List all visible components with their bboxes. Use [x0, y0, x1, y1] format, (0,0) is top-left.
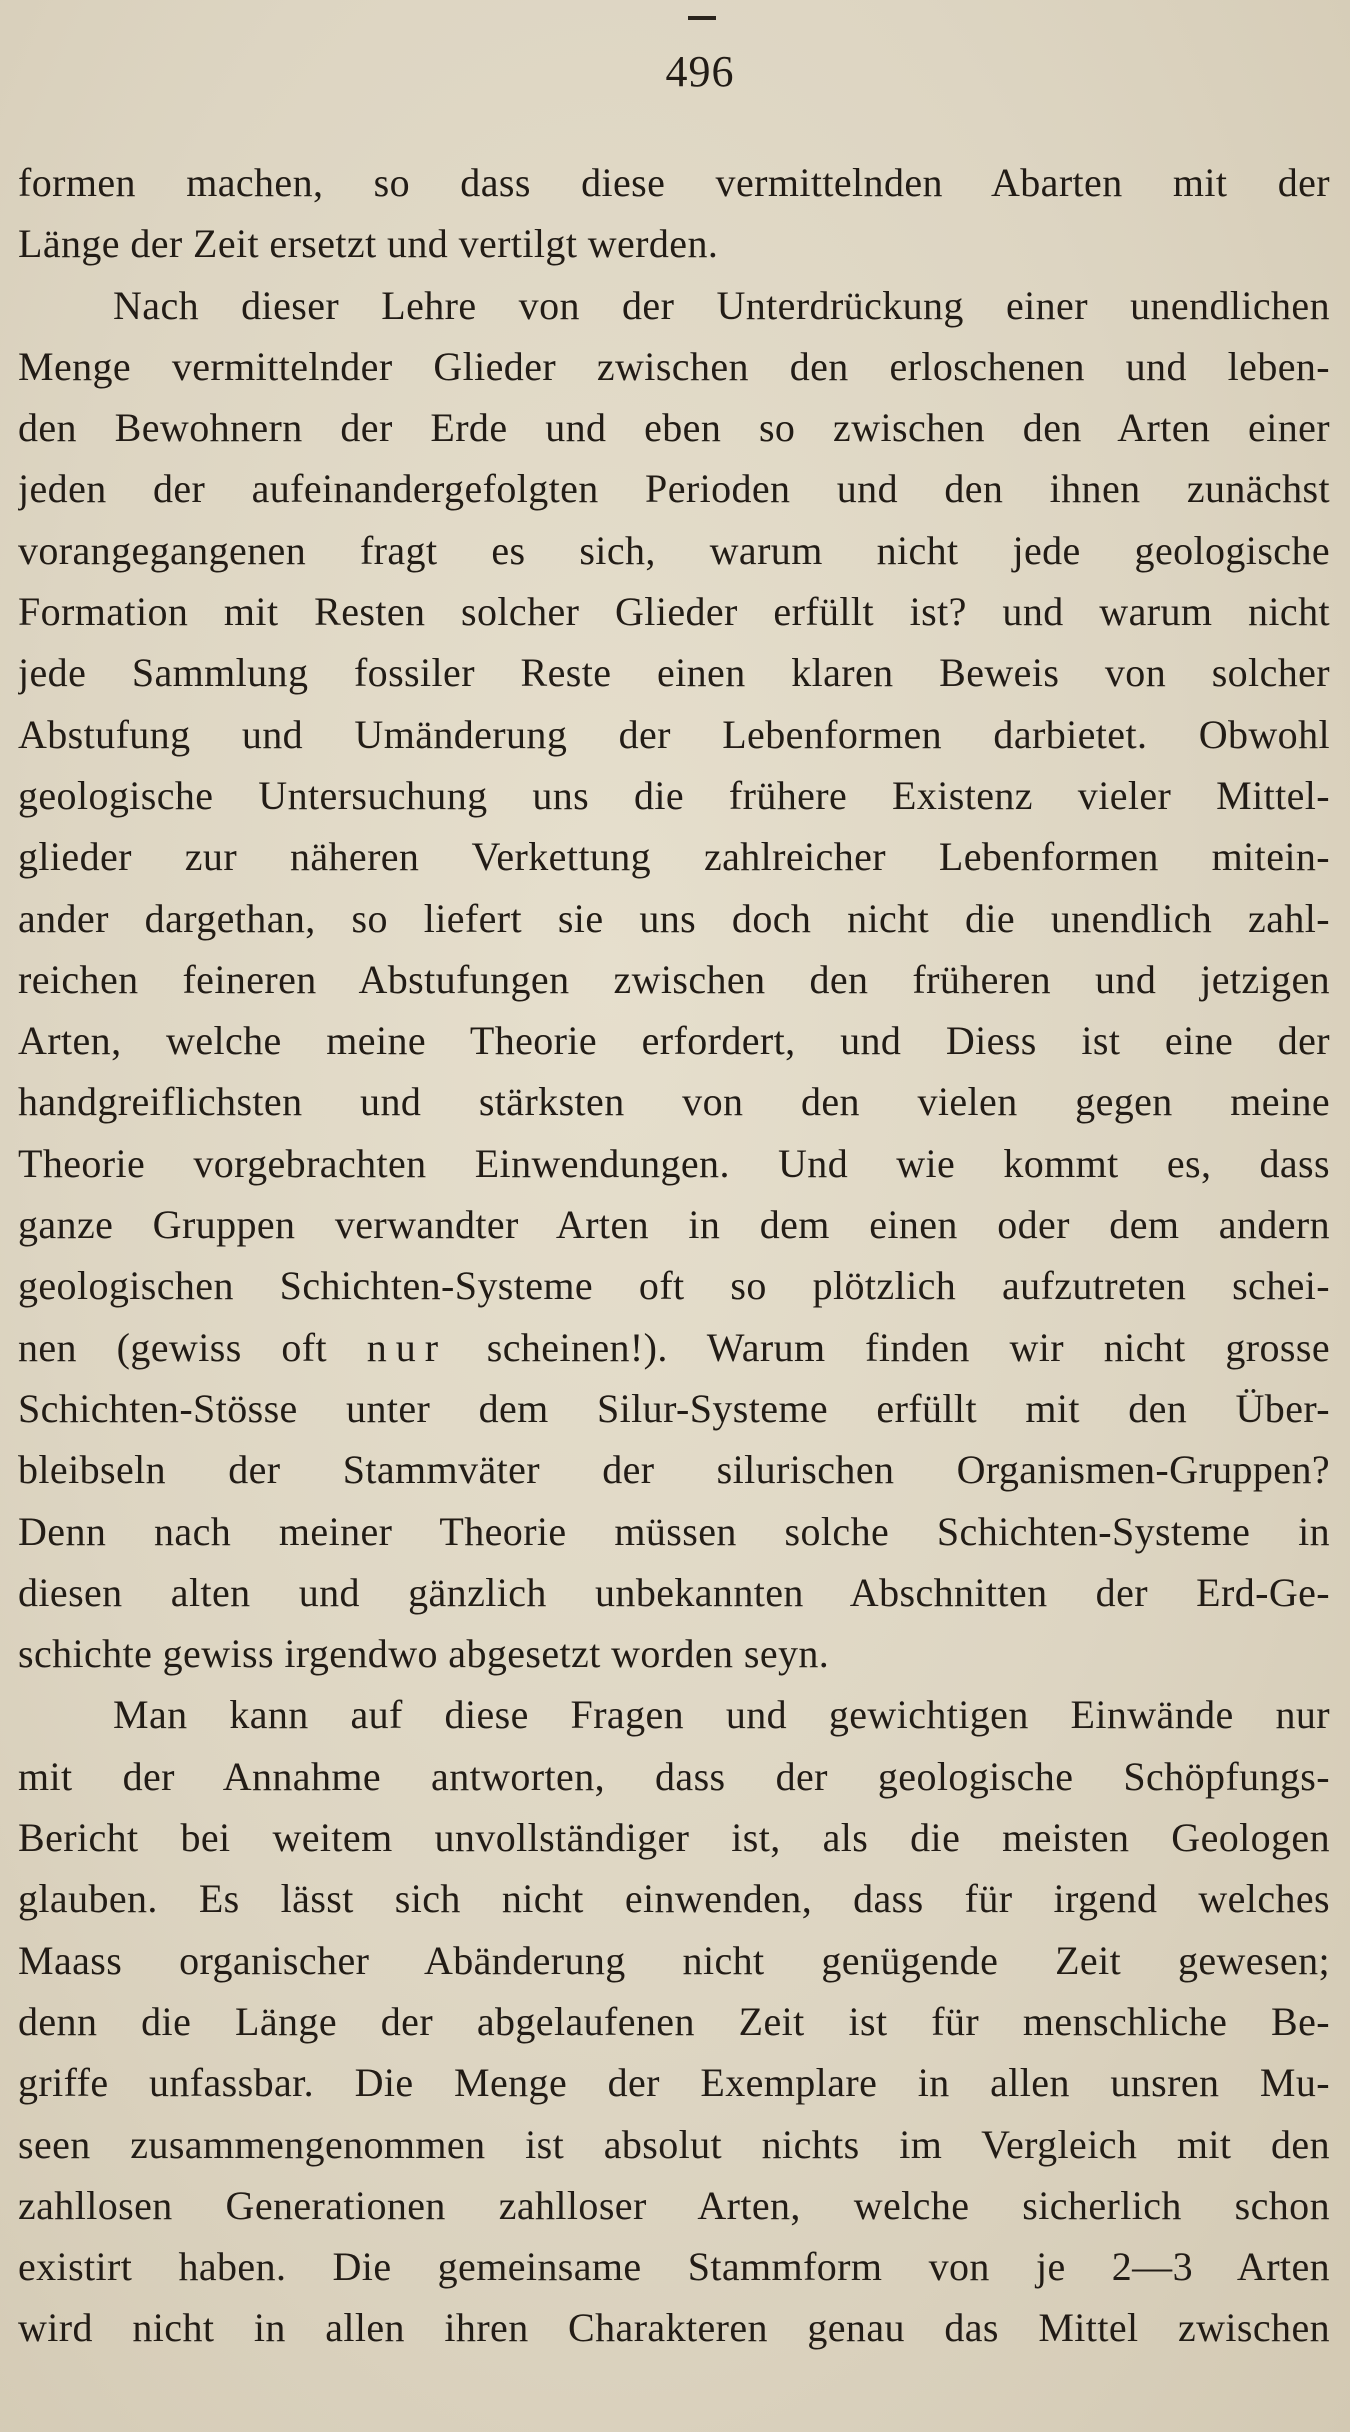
text-line: den Bewohnern der Erde und eben so zwischen den Arten einer [18, 405, 1330, 451]
text-line: Denn nach meiner Theorie müssen solche Schichten-Systeme in [18, 1508, 1330, 1554]
text-line: wird nicht in allen ihren Charakteren genau das Mittel zwischen [18, 2305, 1330, 2351]
text-line: jede Sammlung fossiler Reste einen klaren Beweis von solcher [18, 650, 1330, 696]
text-line: geologische Untersuchung uns die frühere Existenz vieler Mittel- [18, 772, 1330, 818]
text-line: handgreiflichsten und stärksten von den vielen gegen meine [18, 1079, 1330, 1125]
text-line: Nach dieser Lehre von der Unterdrückung einer unendlichen [113, 282, 1330, 328]
text-line: seen zusammengenommen ist absolut nichts im Vergleich mit den [18, 2121, 1330, 2167]
body-text [18, 152, 1330, 2359]
text-line: Länge der Zeit ersetzt und vertilgt werden. [18, 221, 719, 267]
emphasized-word: nur [366, 1324, 448, 1370]
text-line: denn die Länge der abgelaufenen Zeit ist für menschliche Be- [18, 1998, 1330, 2044]
text-line: bleibseln der Stammväter der silurischen Organismen-Gruppen? [18, 1447, 1330, 1493]
text-line: schichte gewiss irgendwo abgesetzt worden seyn. [18, 1631, 830, 1677]
text-line: Theorie vorgebrachten Einwendungen. Und wie kommt es, dass [18, 1140, 1330, 1186]
text-line: Maass organischer Abänderung nicht genügende Zeit gewesen; [18, 1937, 1330, 1983]
header-rule [688, 16, 716, 20]
text-line: geologischen Schichten-Systeme oft so plötzlich aufzutreten schei- [18, 1263, 1330, 1309]
text-line: glieder zur näheren Verkettung zahlreicher Lebenformen mitein- [18, 834, 1330, 880]
text-line: reichen feineren Abstufungen zwischen den früheren und jetzigen [18, 956, 1330, 1002]
text-line: Man kann auf diese Fragen und gewichtigen Einwände nur [113, 1692, 1330, 1738]
text-line: griffe unfassbar. Die Menge der Exemplare in allen unsren Mu- [18, 2060, 1330, 2106]
text-line [18, 1317, 1330, 1378]
text-line: Menge vermittelnder Glieder zwischen den erloschenen und leben- [18, 343, 1330, 389]
page-number: 496 [665, 47, 735, 96]
text-line: mit der Annahme antworten, dass der geologische Schöpfungs- [18, 1753, 1330, 1799]
text-line: glauben. Es lässt sich nicht einwenden, dass für irgend welches [18, 1876, 1330, 1922]
text-line: Formation mit Resten solcher Glieder erfüllt ist? und warum nicht [18, 589, 1330, 635]
text-line: zahllosen Generationen zahlloser Arten, welche sicherlich schon [18, 2182, 1330, 2228]
text-line: jeden der aufeinandergefolgten Perioden und den ihnen zunächst [18, 466, 1330, 512]
text-line: Schichten-Stösse unter dem Silur-Systeme erfüllt mit den Über- [18, 1385, 1330, 1431]
text-segment: scheinen!). Warum finden wir nicht grosse [447, 1324, 1330, 1370]
text-line: existirt haben. Die gemeinsame Stammform von je 2—3 Arten [18, 2244, 1330, 2290]
text-line: Bericht bei weitem unvollständiger ist, als die meisten Geologen [18, 1815, 1330, 1861]
text-segment: nen (gewiss oft [18, 1324, 367, 1370]
text-line: ganze Gruppen verwandter Arten in dem einen oder dem andern [18, 1202, 1330, 1248]
text-line: ander dargethan, so liefert sie uns doch nicht die unendlich zahl- [18, 895, 1330, 941]
text-line: Arten, welche meine Theorie erfordert, und Diess ist eine der [18, 1018, 1330, 1064]
text-line: formen machen, so dass diese vermittelnden Abarten mit der [18, 160, 1330, 205]
text-line: vorangegangenen fragt es sich, warum nicht jede geologische [18, 527, 1330, 573]
text-line: Abstufung und Umänderung der Lebenformen darbietet. Obwohl [18, 711, 1330, 757]
text-line: diesen alten und gänzlich unbekannten Abschnitten der Erd-Ge- [18, 1569, 1330, 1615]
